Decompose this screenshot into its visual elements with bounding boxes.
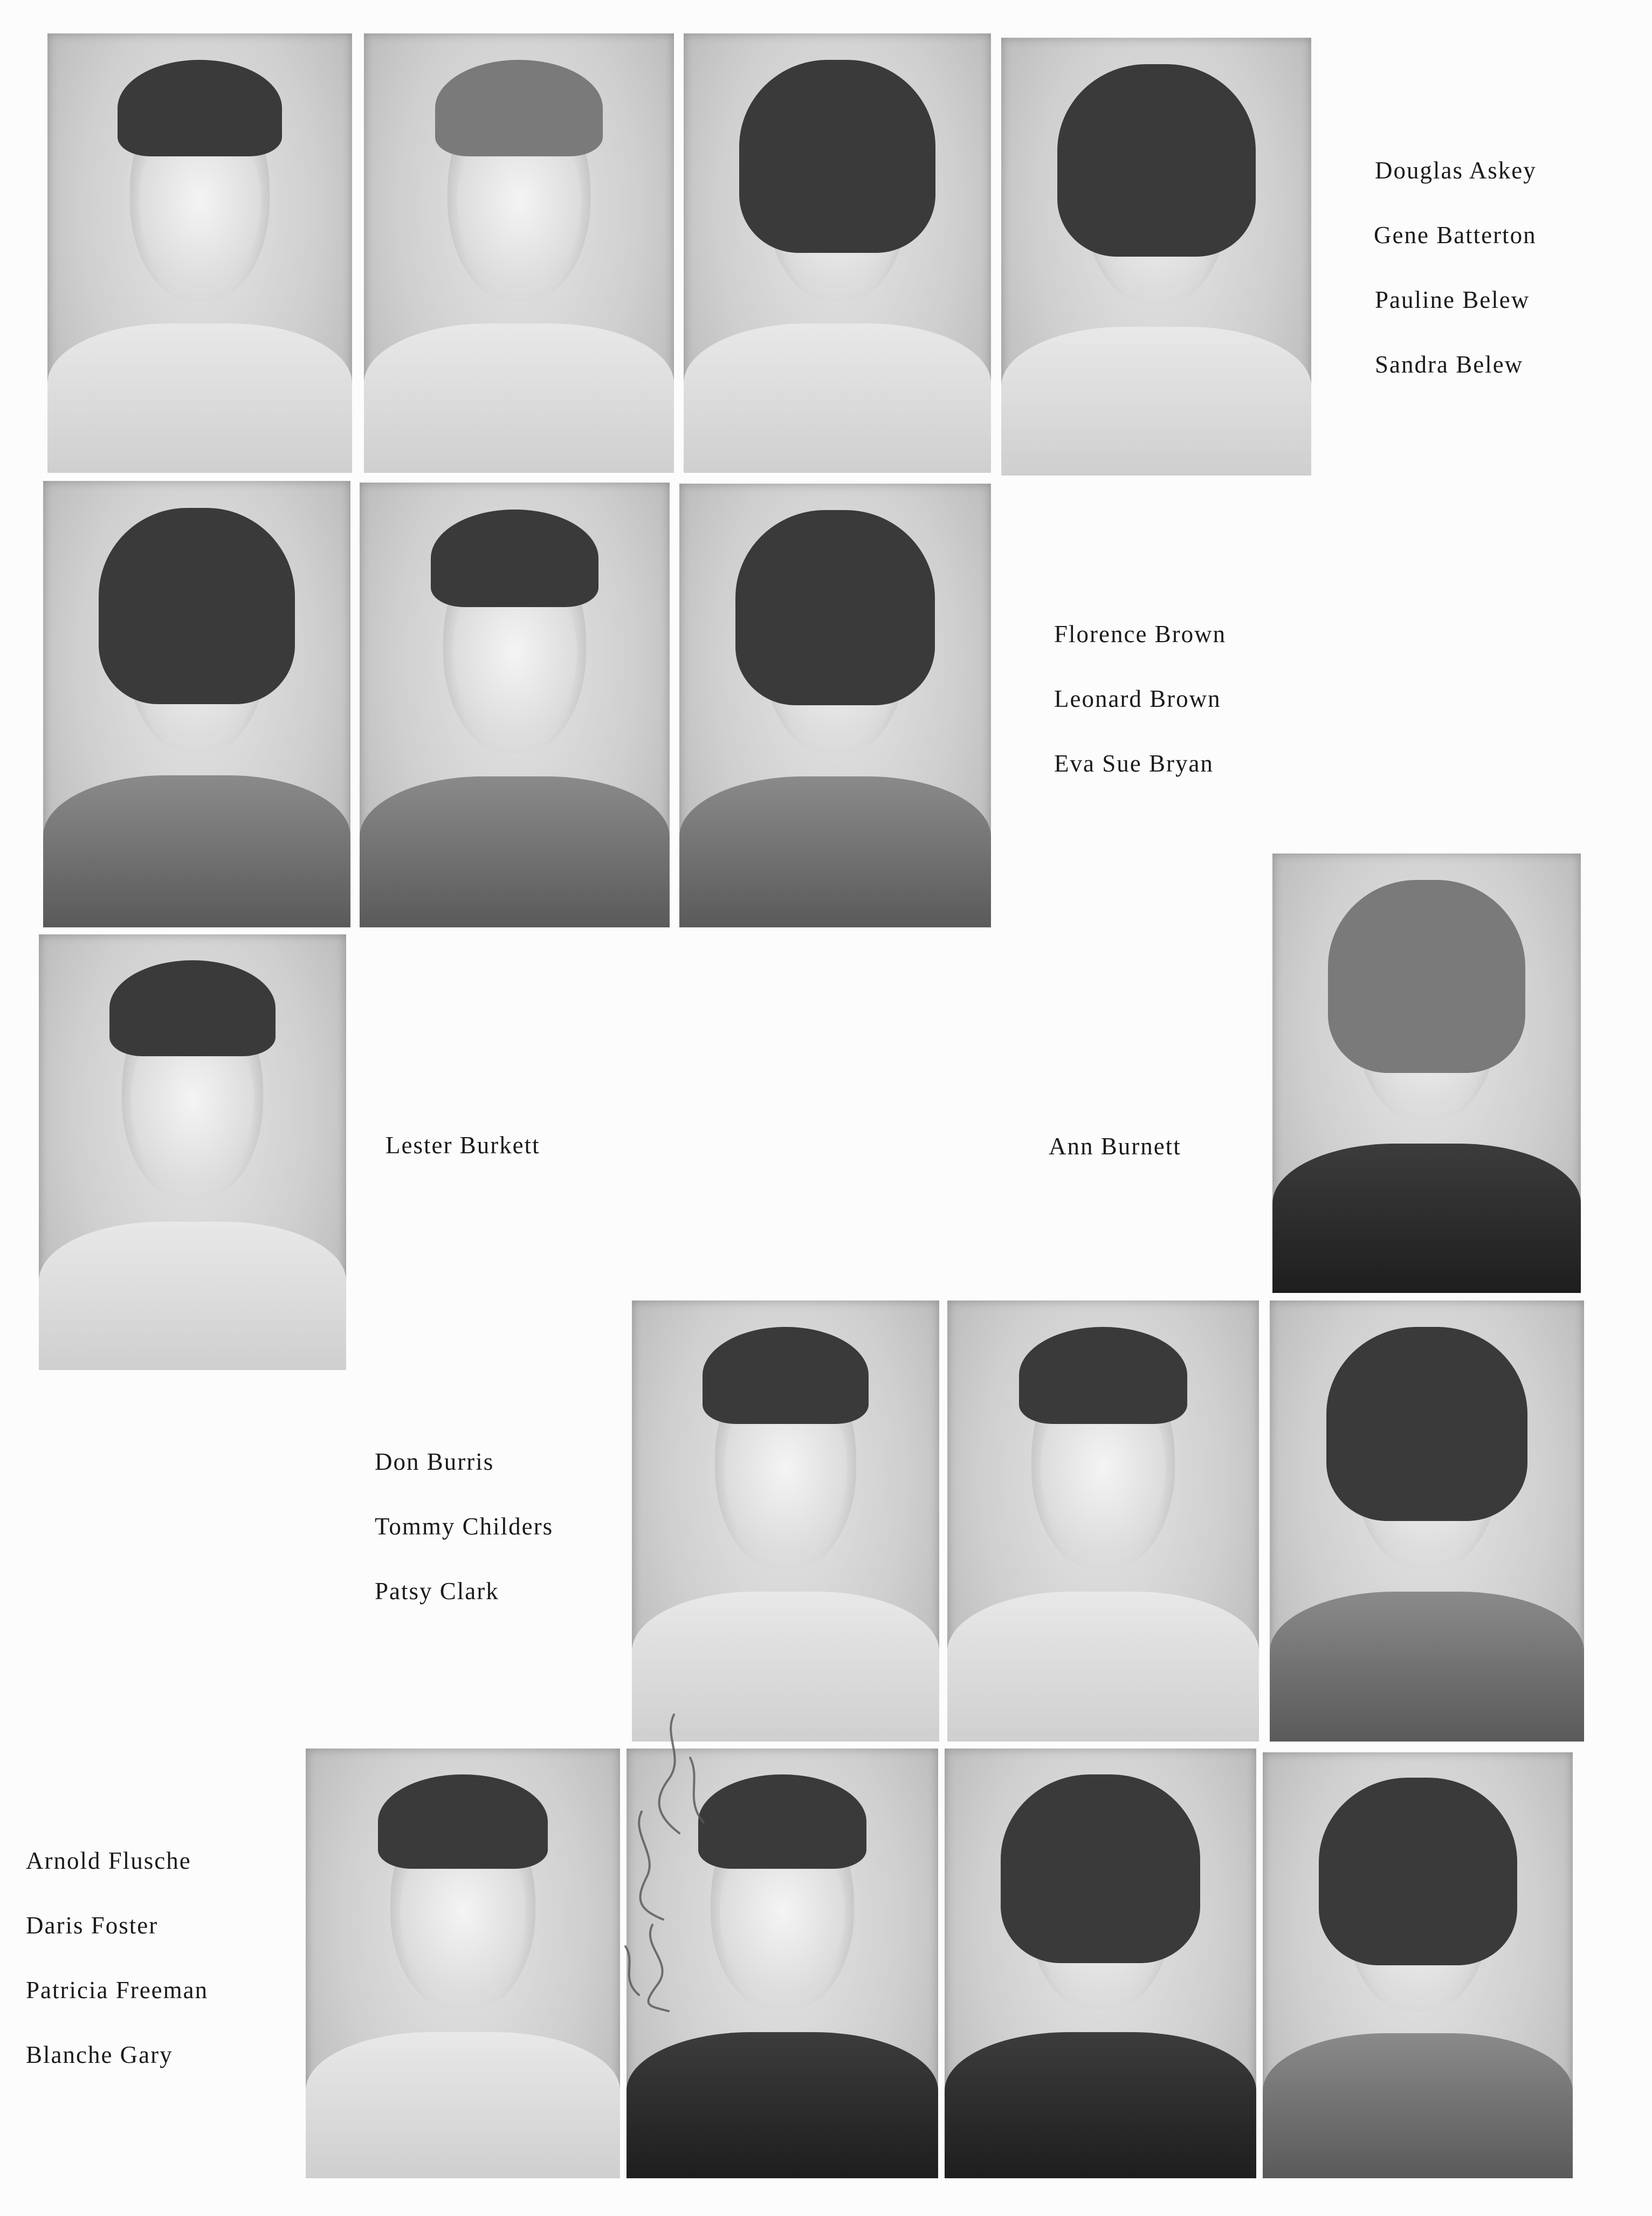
portrait-sandra-belew bbox=[1001, 38, 1311, 476]
name-gene-batterton: Gene Batterton bbox=[1374, 222, 1537, 249]
portrait-douglas-askey bbox=[47, 33, 352, 473]
portrait-florence-brown bbox=[43, 481, 350, 927]
name-patricia-freeman: Patricia Freeman bbox=[26, 1977, 209, 2004]
name-sandra-belew: Sandra Belew bbox=[1375, 351, 1524, 378]
name-arnold-flusche: Arnold Flusche bbox=[26, 1847, 191, 1874]
name-pauline-belew: Pauline Belew bbox=[1375, 286, 1530, 313]
name-blanche-gary: Blanche Gary bbox=[26, 2041, 173, 2068]
name-ann-burnett: Ann Burnett bbox=[1049, 1133, 1181, 1160]
portrait-lester-burkett bbox=[39, 934, 346, 1370]
portrait-patricia-freeman bbox=[945, 1749, 1256, 2178]
portrait-leonard-brown bbox=[360, 483, 670, 927]
name-lester-burkett: Lester Burkett bbox=[386, 1132, 540, 1159]
portrait-ann-burnett bbox=[1272, 854, 1581, 1293]
name-don-burris: Don Burris bbox=[375, 1448, 494, 1475]
name-eva-sue-bryan: Eva Sue Bryan bbox=[1054, 750, 1214, 777]
handwritten-signature bbox=[609, 1693, 749, 2017]
portrait-arnold-flusche bbox=[306, 1749, 620, 2178]
portrait-patsy-clark bbox=[1270, 1300, 1584, 1742]
name-patsy-clark: Patsy Clark bbox=[375, 1578, 499, 1605]
name-daris-foster: Daris Foster bbox=[26, 1912, 159, 1939]
name-douglas-askey: Douglas Askey bbox=[1375, 157, 1537, 184]
portrait-eva-sue-bryan bbox=[679, 484, 991, 927]
portrait-pauline-belew bbox=[684, 33, 991, 473]
name-leonard-brown: Leonard Brown bbox=[1054, 685, 1221, 712]
portrait-tommy-childers bbox=[947, 1300, 1259, 1742]
portrait-blanche-gary bbox=[1263, 1752, 1573, 2178]
name-florence-brown: Florence Brown bbox=[1054, 621, 1227, 648]
portrait-gene-batterton bbox=[364, 33, 674, 473]
portrait-don-burris bbox=[632, 1300, 939, 1742]
name-tommy-childers: Tommy Childers bbox=[375, 1513, 554, 1540]
